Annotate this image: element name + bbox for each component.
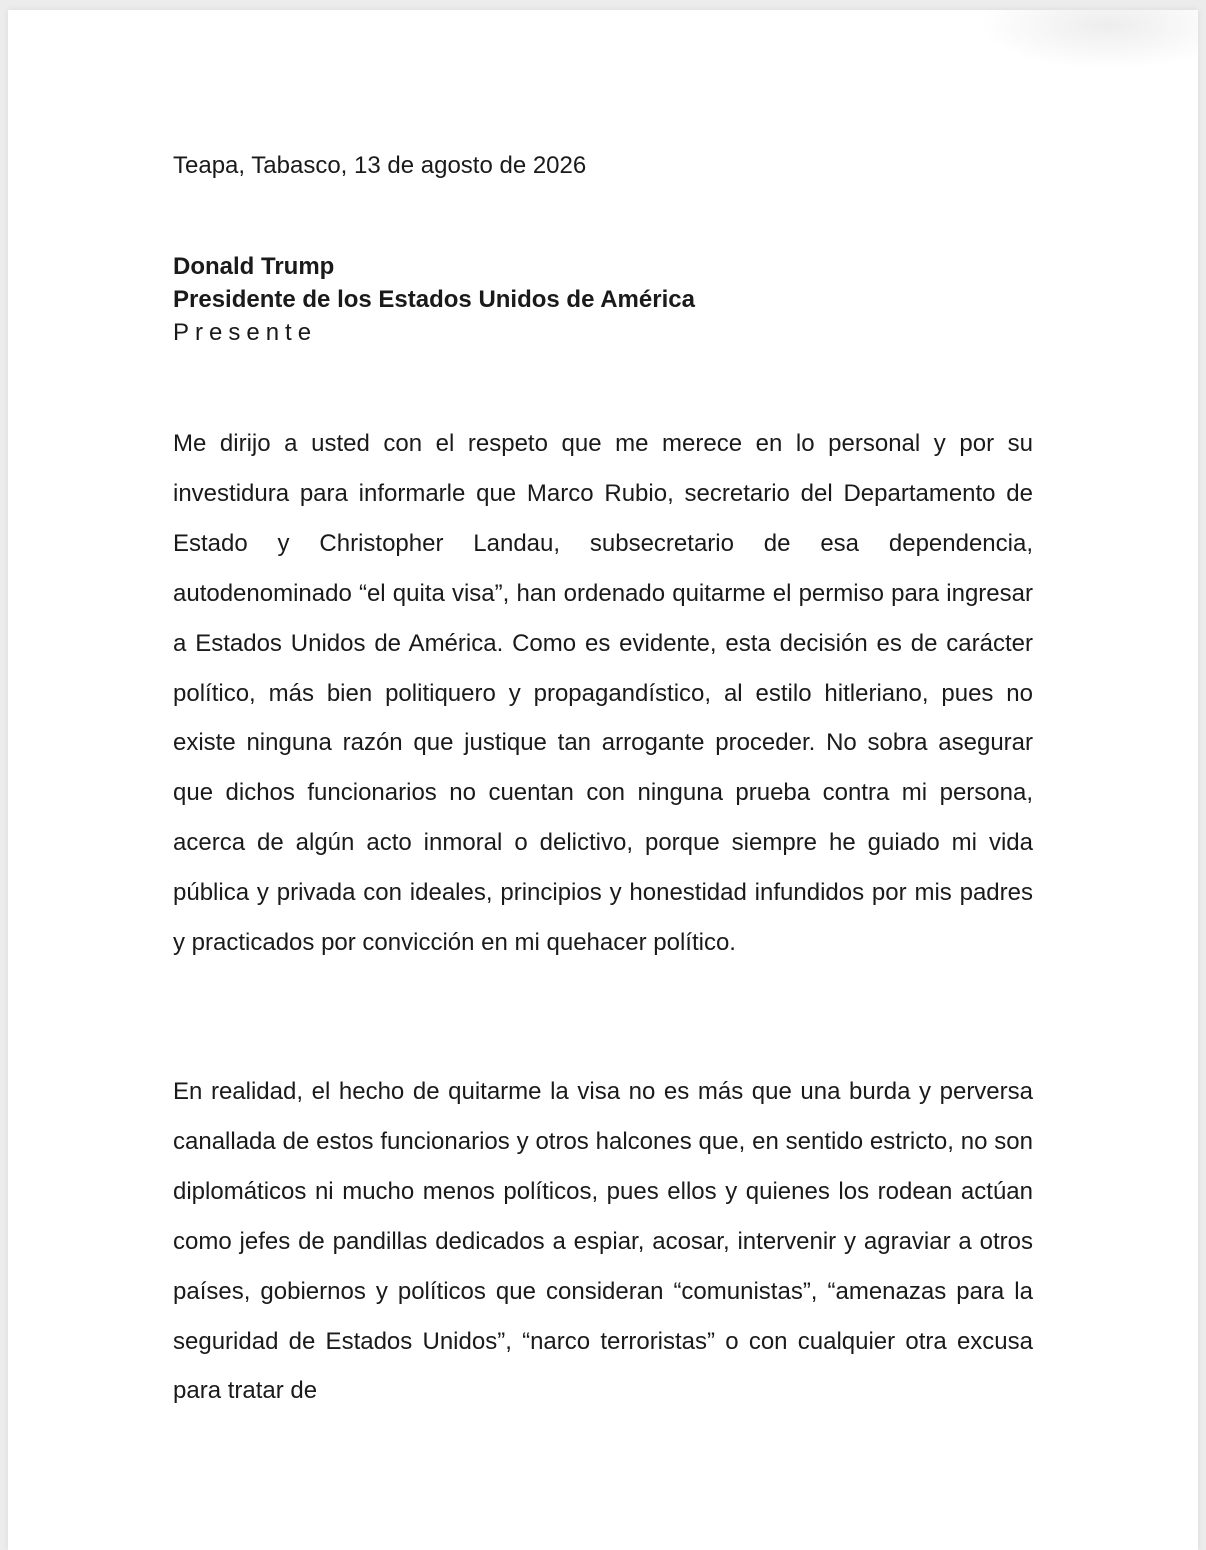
recipient-title: Presidente de los Estados Unidos de América: [173, 286, 695, 313]
salutation: Presente: [173, 319, 318, 346]
paragraph-2: En realidad, el hecho de quitarme la visa no es más que una burda y perversa canallada de estos funcionarios y otros halcones que, en sentido estricto, no son diplomáticos ni mucho menos políticos, pues ellos y quienes los rodean actúan como jefes de pandillas dedicados a espiar, acosar, intervenir y agraviar a otros países, gobiernos y políticos que consideran “comunistas”, “amenazas para la seguridad de Estados Unidos”, “narco terroristas” o con cualquier otra excusa para tratar de: [173, 1078, 1033, 1405]
letter-page: [8, 10, 1198, 1550]
paragraph-1: Me dirijo a usted con el respeto que me merece en lo personal y por su investidura para informarle que Marco Rubio, secretario del Departamento de Estado y Christopher Landau, subsecretario de esa dependencia, autodenominado “el quita visa”, han ordenado quitarme el permiso para ingresar a Estados Unidos de América. Como es evidente, esta decisión es de carácter político, más bien politiquero y propagandístico, al estilo hitleriano, pues no existe ninguna razón que justique tan arrogante proceder. No sobra asegurar que dichos funcionarios no cuentan con ninguna prueba contra mi persona, acerca de algún acto inmoral o delictivo, porque siempre he guiado mi vida pública y privada con ideales, principios y honestidad infundidos por mis padres y practicados por convicción en mi quehacer político.: [173, 430, 1033, 957]
place-date: Teapa, Tabasco, 13 de agosto de 2026: [173, 152, 587, 179]
addressee-block: [173, 250, 695, 349]
recipient-name: Donald Trump: [173, 253, 335, 280]
